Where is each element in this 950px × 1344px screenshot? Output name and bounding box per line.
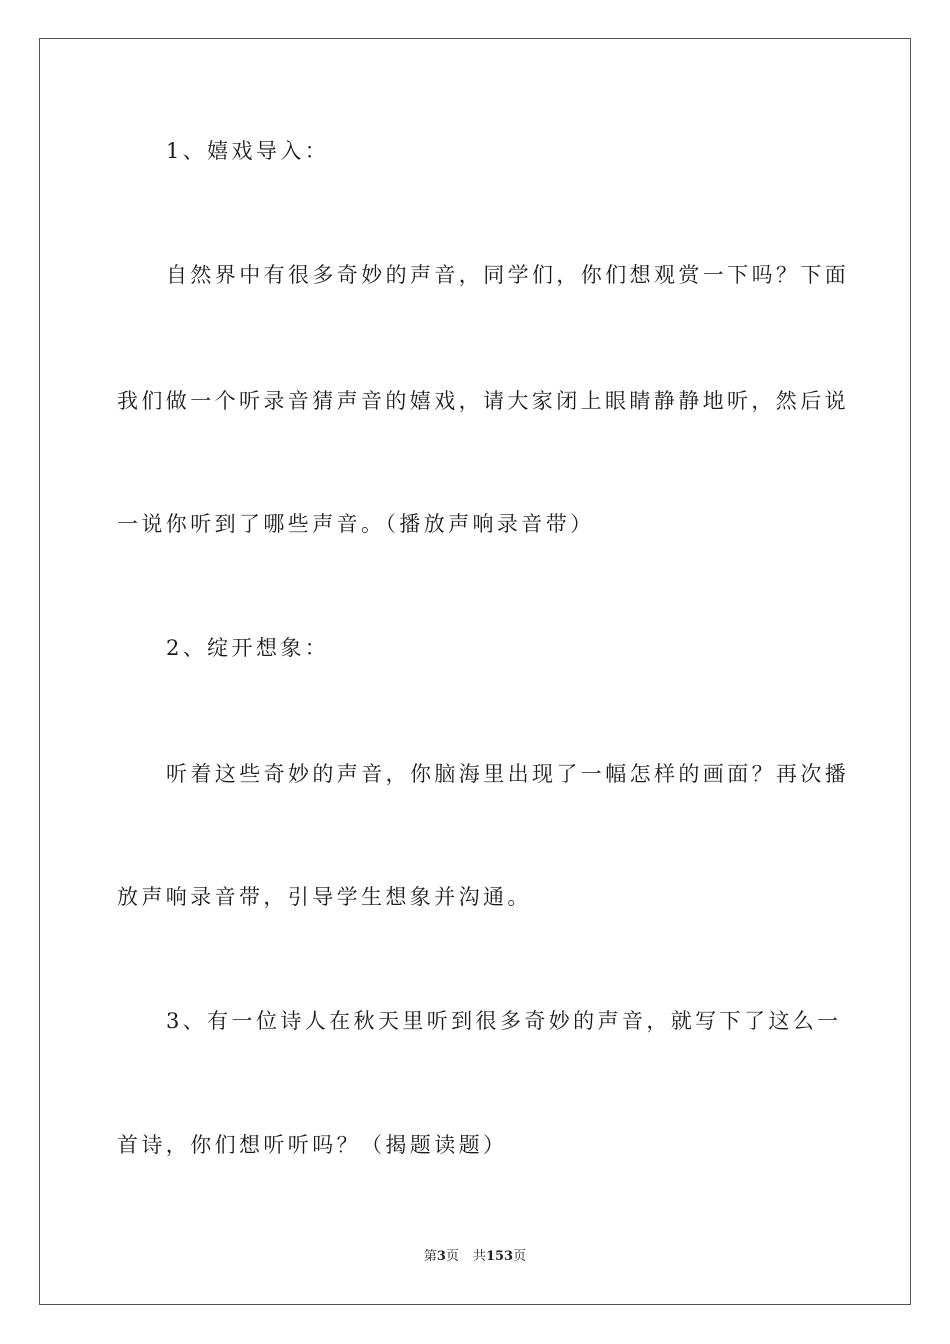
paragraph-line: 我们做一个听录音猜声音的嬉戏，请大家闭上眼睛静静地听，然后说 — [117, 389, 849, 413]
paragraph-line: 自然界中有很多奇妙的声音，同学们，你们想观赏一下吗？下面 — [166, 263, 850, 287]
paragraph-line: 首诗，你们想听听吗？（揭题读题） — [117, 1133, 508, 1157]
page-prefix: 第 — [423, 1249, 437, 1264]
total-suffix: 页 — [513, 1249, 527, 1264]
total-pages: 153 — [485, 1249, 514, 1264]
paragraph-line: 听着这些奇妙的声音，你脑海里出现了一幅怎样的画面？再次播 — [166, 762, 850, 786]
page-border — [39, 38, 911, 1305]
heading-2: 2、绽开想象： — [166, 636, 330, 660]
page-suffix: 页 — [445, 1249, 459, 1264]
paragraph-line: 一说你听到了哪些声音。（播放声响录音带） — [117, 512, 595, 536]
paragraph-line: 3、有一位诗人在秋天里听到很多奇妙的声音，就写下了这么一 — [166, 1009, 842, 1033]
paragraph-line: 放声响录音带，引导学生想象并沟通。 — [117, 885, 532, 909]
page-footer — [0, 1248, 950, 1266]
page-number: 3 — [436, 1249, 446, 1264]
heading-1: 1、嬉戏导入： — [166, 139, 330, 163]
total-prefix: 共 — [472, 1249, 486, 1264]
